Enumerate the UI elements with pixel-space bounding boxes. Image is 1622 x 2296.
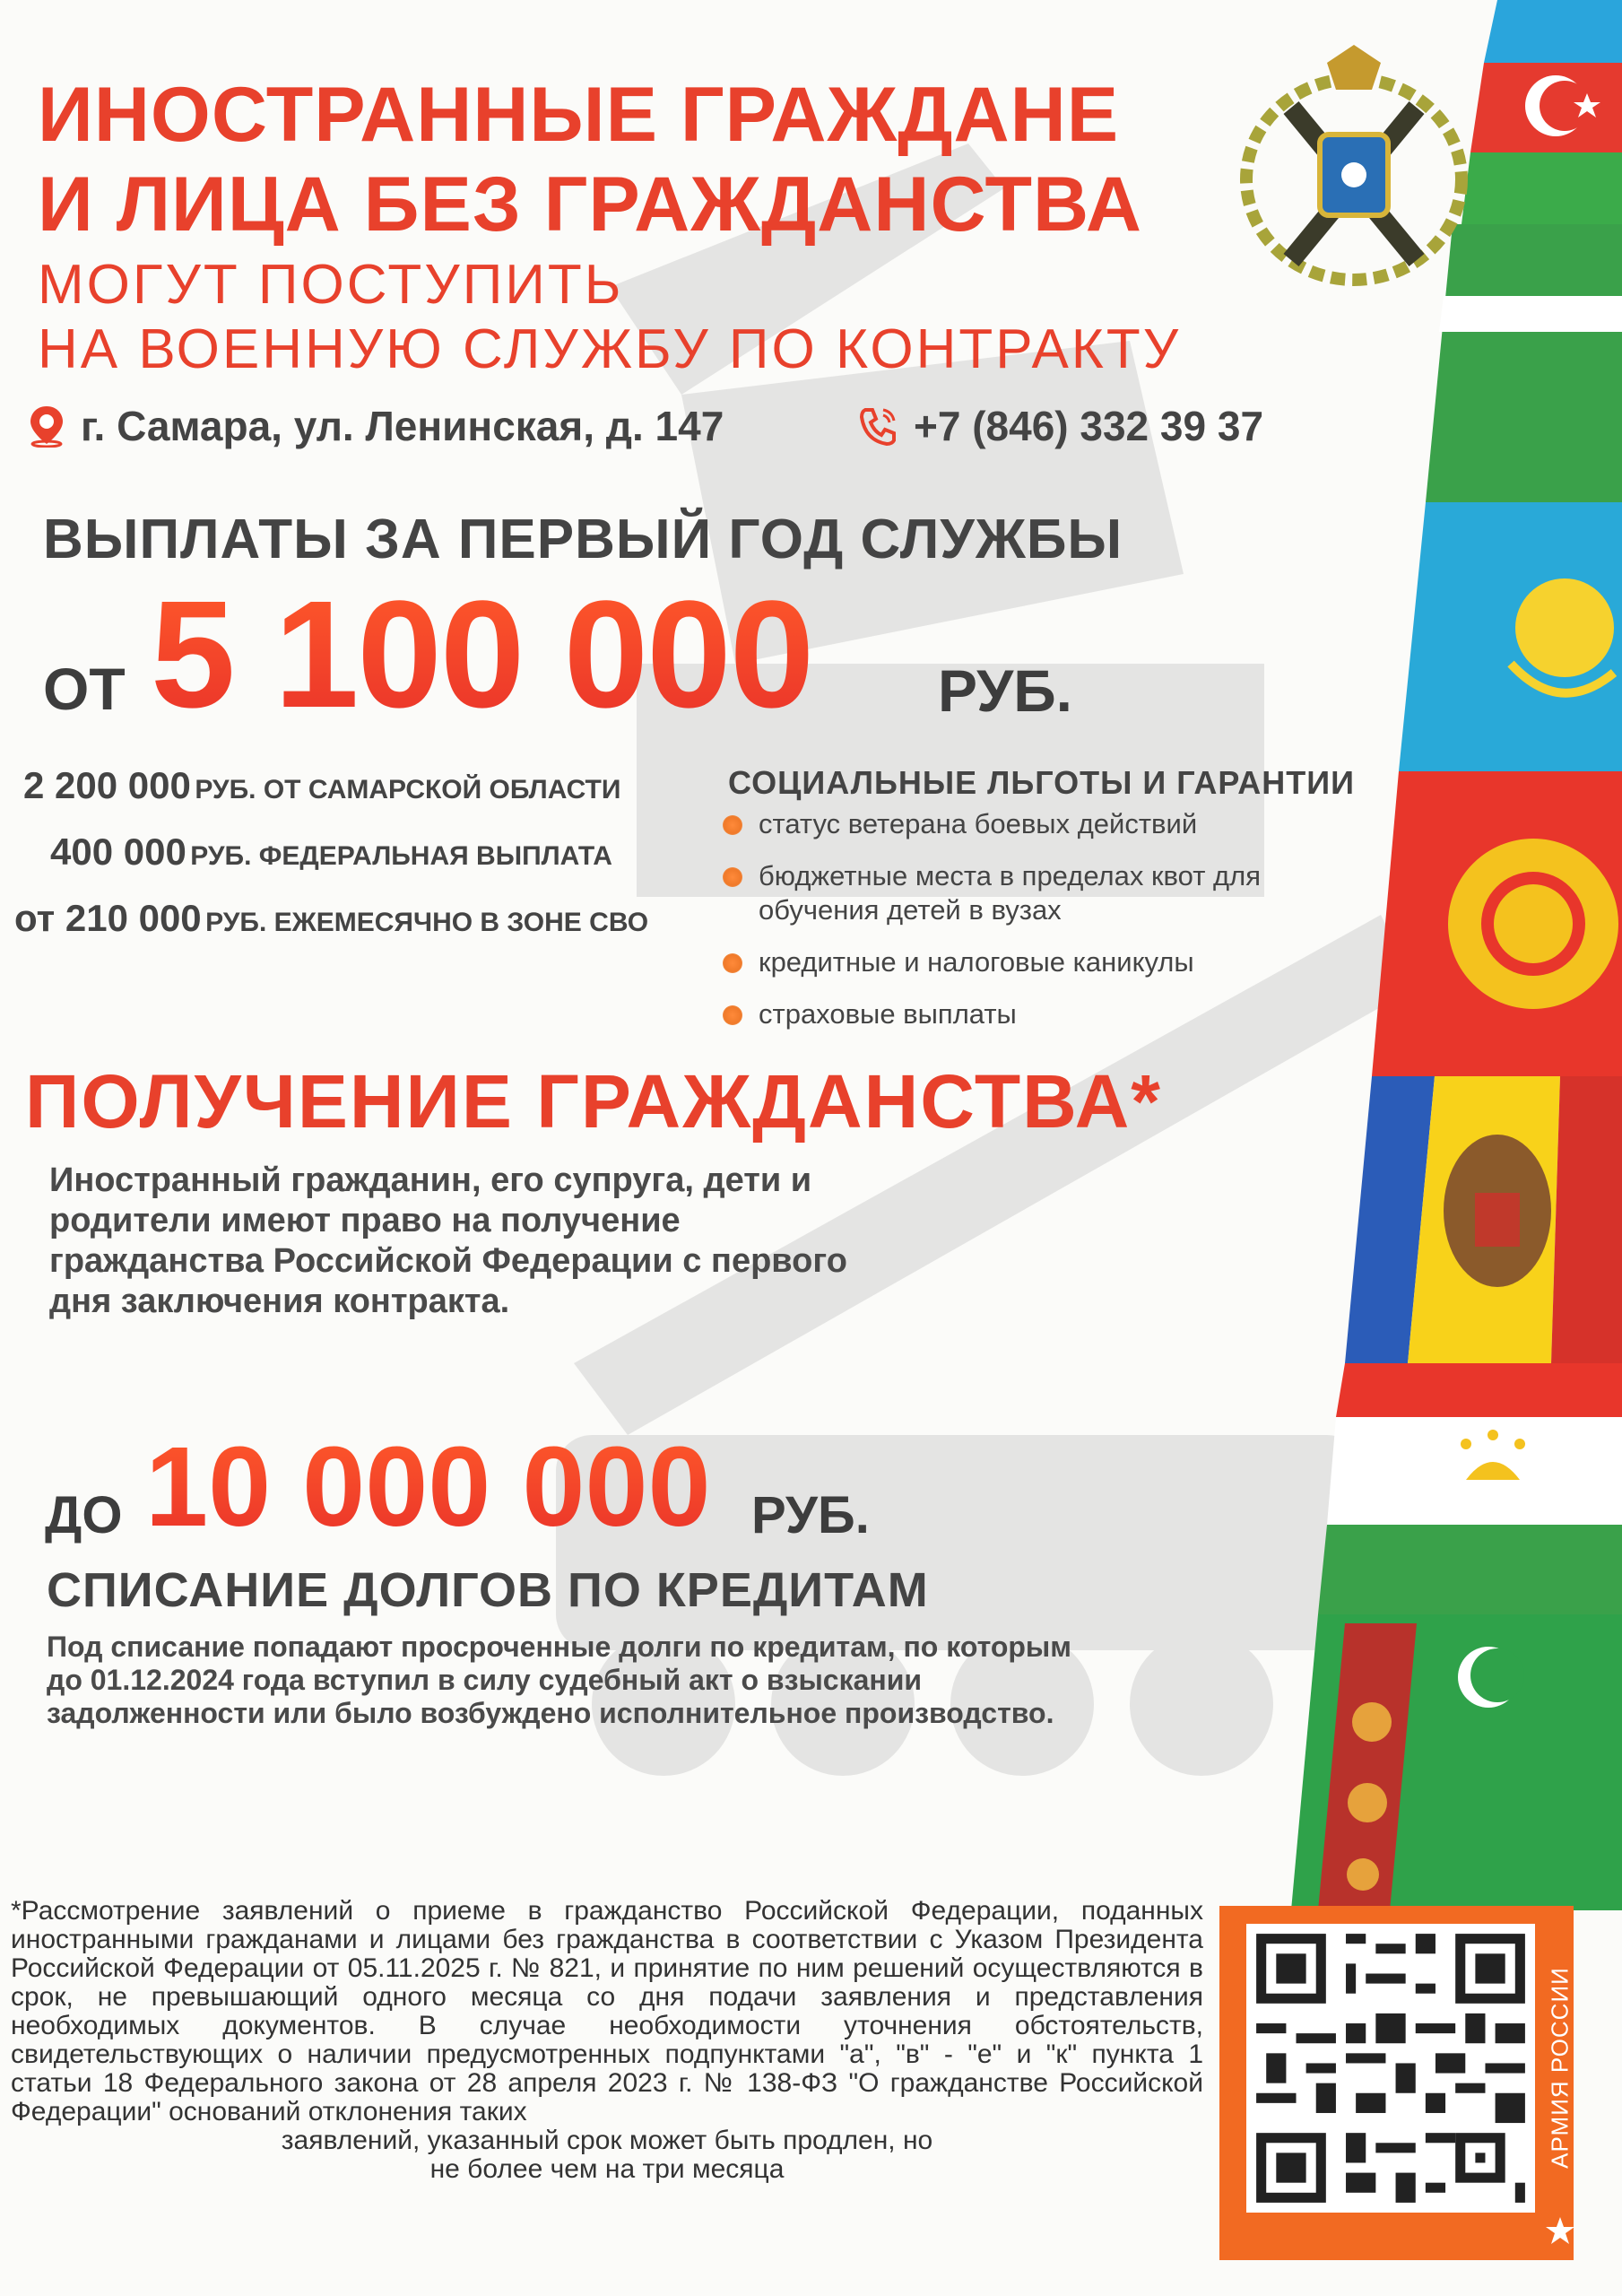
payment-item [23, 764, 620, 807]
bullet-icon [723, 867, 742, 887]
payments-heading: ВЫПЛАТЫ ЗА ПЕРВЫЙ ГОД СЛУЖБЫ [43, 509, 1123, 570]
list-item [723, 859, 1332, 927]
debt-heading: СПИСАНИЕ ДОЛГОВ ПО КРЕДИТАМ [47, 1563, 929, 1617]
footnote-end-2: не более чем на три месяца [429, 2154, 785, 2184]
address-text: г. Самара, ул. Ленинская, д. 147 [81, 403, 724, 449]
turkmenistan-flag [1291, 1614, 1622, 1910]
phone-icon [856, 404, 899, 448]
payments-amount: 5 100 000 [151, 570, 813, 740]
payment-item-value: от 210 000 [14, 897, 202, 939]
debt-amount: 10 000 000 [145, 1423, 711, 1550]
moldova-flag [1345, 1076, 1622, 1363]
payment-item-value: 400 000 [50, 831, 186, 873]
list-item-text: бюджетные места в пределах квот для обучения детей в вузах [759, 860, 1261, 926]
list-item [723, 807, 1332, 841]
payment-item [50, 831, 612, 874]
subtitle-line-1: МОГУТ ПОСТУПИТЬ [38, 254, 624, 316]
footnote [11, 1897, 1203, 2184]
list-item [723, 997, 1332, 1031]
bullet-icon [723, 953, 742, 973]
location-pin-icon [27, 404, 66, 448]
qr-code[interactable] [1246, 1924, 1535, 2213]
list-item-text: кредитные и налоговые каникулы [759, 946, 1194, 978]
citizenship-heading: ПОЛУЧЕНИЕ ГРАЖДАНСТВА* [25, 1059, 1162, 1144]
kyrgyzstan-flag [1372, 771, 1622, 1076]
payments-currency: РУБ. [938, 657, 1072, 724]
debt-currency: РУБ. [751, 1486, 870, 1544]
list-item [723, 945, 1332, 979]
kazakhstan-flag [1399, 502, 1622, 771]
address [27, 402, 724, 450]
brand-text: АРМИЯ РОССИИ [1546, 1967, 1574, 2169]
payment-item-label: РУБ. ОТ САМАРСКОЙ ОБЛАСТИ [195, 775, 621, 804]
star-icon [1544, 2215, 1576, 2248]
title-line-2: И ЛИЦА БЕЗ ГРАЖДАНСТВА [38, 161, 1142, 248]
debt-text: Под списание попадают просроченные долги по кредитам, по которым до 01.12.2024 года вступил в силу судебный акт о взыскании задолженности или было возбуждено исполнительное производство. [47, 1631, 1071, 1729]
payment-item [14, 897, 648, 940]
payments-prefix: ОТ [43, 656, 126, 722]
list-item-text: страховые выплаты [759, 998, 1017, 1030]
military-emblem-icon [1237, 36, 1470, 287]
citizenship-text: Иностранный гражданин, его супруга, дети и родители имеют право на получение гражданства Российской Федерации с первого дня заключения контракта. [49, 1161, 847, 1320]
subtitle-line-2: НА ВОЕННУЮ СЛУЖБУ ПО КОНТРАКТУ [38, 318, 1182, 380]
qr-code-icon [1246, 1924, 1535, 2213]
list-item-text: статус ветерана боевых действий [759, 808, 1198, 839]
bullet-icon [723, 815, 742, 835]
social-heading: СОЦИАЛЬНЫЕ ЛЬГОТЫ И ГАРАНТИИ [728, 764, 1356, 801]
footnote-end-1: заявлений, указанный срок может быть продлен, но [281, 2126, 933, 2155]
social-list [723, 807, 1332, 1049]
subtitle [38, 253, 1257, 382]
payment-item-label: РУБ. ЕЖЕМЕСЯЧНО В ЗОНЕ СВО [205, 908, 649, 937]
phone[interactable] [856, 402, 1263, 450]
bullet-icon [723, 1005, 742, 1025]
payment-item-label: РУБ. ФЕДЕРАЛЬНАЯ ВЫПЛАТА [190, 841, 612, 871]
payment-item-value: 2 200 000 [23, 764, 191, 806]
title-line-1: ИНОСТРАННЫЕ ГРАЖДАНЕ [38, 72, 1120, 158]
main-title [38, 70, 1257, 249]
azerbaijan-flag [1462, 0, 1622, 224]
footnote-text: *Рассмотрение заявлений о приеме в гражданство Российской Федерации, поданных иностранными гражданами и лицами без гражданства в соответствии с Указом Президента Российской Федерации от 05.11.2025 г. № 821, и принятие по ним решений осуществляются в срок, не превышающий одного месяца со дня подачи заявления и представления необходимых документов. В случае необходимости уточнения обстоятельств, свидетельствующих о наличии предусмотренных подпунктами "а", "в" - "е" и "к" пункта 1 статьи 18 Федерального закона от 28 апреля 2023 г. № 138-ФЗ "О гражданстве Российской Федерации" оснований отклонения таких [11, 1896, 1203, 2126]
phone-text: +7 (846) 332 39 37 [914, 403, 1264, 449]
debt-prefix: ДО [45, 1486, 123, 1544]
tajikistan-flag [1318, 1417, 1622, 1614]
brand-label [1542, 1919, 1578, 2260]
